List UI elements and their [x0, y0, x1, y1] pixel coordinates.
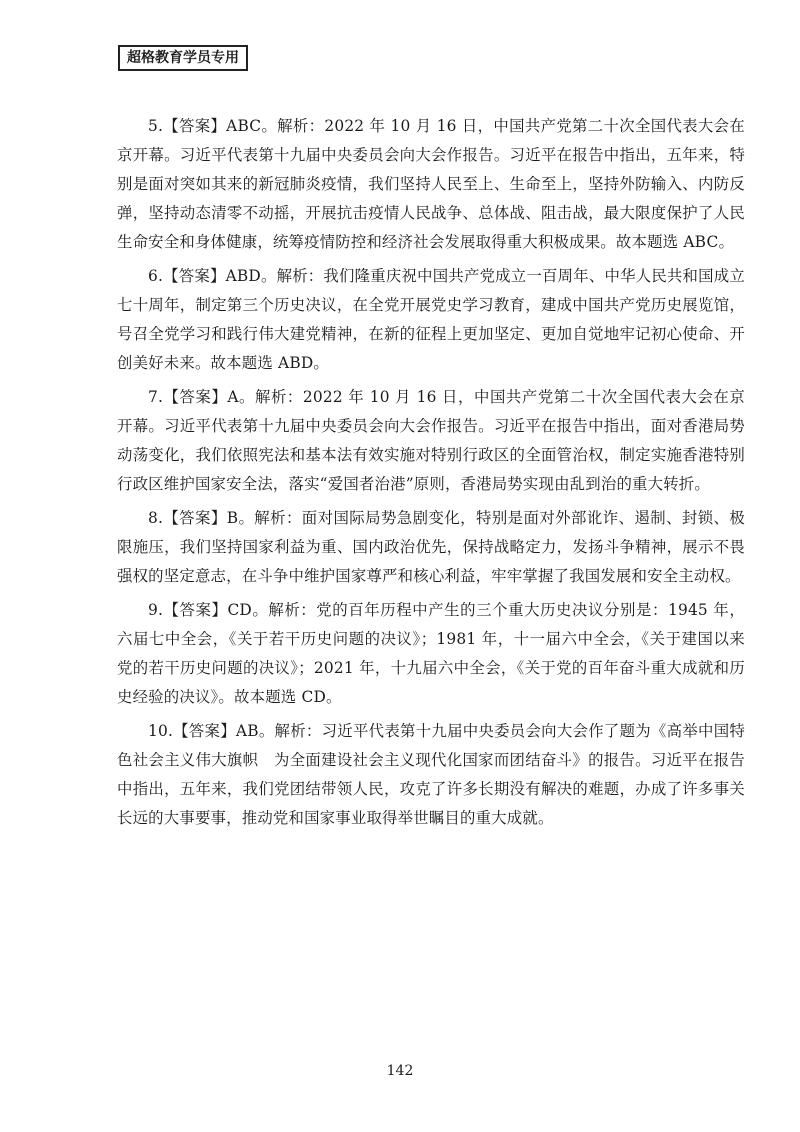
- answer-text: CD。解析：党的百年历程中产生的三个重大历史决议分别是：1945 年，六届七中全会，《关于若干历史问题的决议》；1981 年，十一届六中全会，《关于建国以来党的若干历史问题的决议》；2021 年，十九届六中全会，《关于党的百年奋斗重大成就和历史经验的决议》。故本题选 CD。: [117, 601, 745, 706]
- answer-text: AB。解析：习近平代表第十九届中央委员会向大会作了题为《高举中国特色社会主义伟大旗帜 为全面建设社会主义现代化国家而团结奋斗》的报告。习近平在报告中指出，五年来，我们党团结带领人民，攻克了许多长期没有解决的难题，办成了许多事关长远的大事要事，推动党和国家事业取得举世瞩目的重大成就。: [117, 722, 745, 827]
- answer-item-5: [117, 112, 745, 257]
- answer-marker: 【答案】: [163, 509, 227, 527]
- answer-marker: 【答案】: [163, 601, 228, 619]
- answer-text: ABC。解析：2022 年 10 月 16 日，中国共产党第二十次全国代表大会在京开幕。习近平代表第十九届中央委员会向大会作报告。习近平在报告中指出，五年来，特别是面对突如其来的新冠肺炎疫情，我们坚持人民至上、生命至上，坚持外防输入、内防反弹，坚持动态清零不动摇，开展抗击疫情人民战争、总体战、阻击战，最大限度保护了人民生命安全和身体健康，统筹疫情防控和经济社会发展取得重大积极成果。故本题选 ABC。: [117, 117, 745, 251]
- answer-marker: 【答案】: [173, 722, 236, 740]
- answer-text: B。解析：面对国际局势急剧变化，特别是面对外部讹诈、遏制、封锁、极限施压，我们坚持国家利益为重、国内政治优先，保持战略定力，发扬斗争精神，展示不畏强权的坚定意志，在斗争中维护国家尊严和核心利益，牢牢掌握了我国发展和安全主动权。: [117, 509, 745, 585]
- answer-item-10: [117, 717, 745, 833]
- answer-marker: 【答案】: [163, 117, 227, 135]
- answer-number: 9.: [148, 601, 164, 619]
- answer-number: 6.: [148, 267, 164, 285]
- page-number: 142: [386, 1063, 414, 1079]
- answer-marker: 【答案】: [163, 267, 226, 285]
- answer-item-8: [117, 504, 745, 591]
- answer-item-9: [117, 596, 745, 712]
- answer-text: ABD。解析：我们隆重庆祝中国共产党成立一百周年、中华人民共和国成立七十周年，制定第三个历史决议，在全党开展党史学习教育，建成中国共产党历史展览馆，号召全党学习和践行伟大建党精神，在新的征程上更加坚定、更加自觉地牢记初心使命、开创美好未来。故本题选 ABD。: [117, 267, 745, 372]
- answer-number: 7.: [148, 388, 164, 406]
- answer-list: [117, 112, 745, 838]
- answer-item-6: [117, 262, 745, 378]
- answer-number: 5.: [148, 117, 164, 135]
- answer-number: 8.: [148, 509, 164, 527]
- answer-item-7: [117, 383, 745, 499]
- answer-number: 10.: [148, 722, 174, 740]
- header-label: 超格教育学员专用: [118, 45, 248, 71]
- answer-marker: 【答案】: [163, 388, 228, 406]
- answer-text: A。解析：2022 年 10 月 16 日，中国共产党第二十次全国代表大会在京开幕。习近平代表第十九届中央委员会向大会作报告。习近平在报告中指出，面对香港局势动荡变化，我们依照宪法和基本法有效实施对特别行政区的全面管治权，制定实施香港特别行政区维护国家安全法，落实“爱国者治港”原则，香港局势实现由乱到治的重大转折。: [117, 388, 745, 493]
